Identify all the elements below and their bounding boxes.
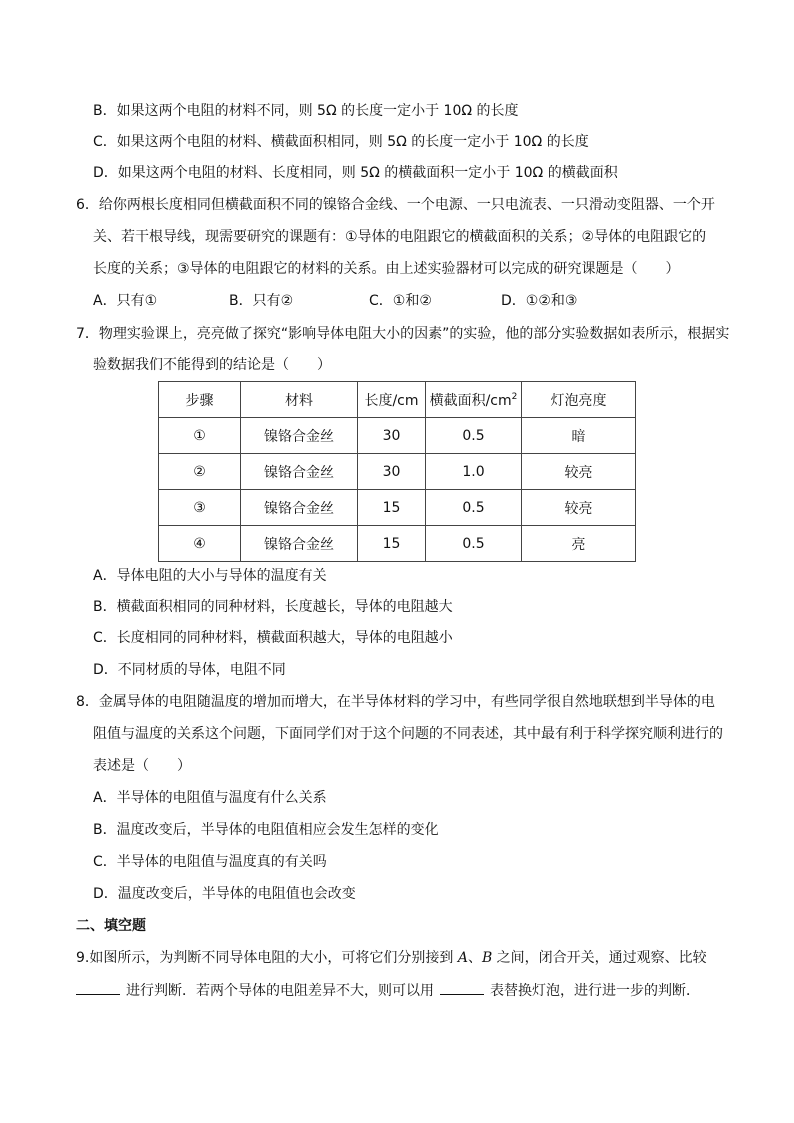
q9-text-line1: 9.如图所示，为判断不同导体电阻的大小，可将它们分别接到 A、B 之间，闭合开关，通过观察、比较 <box>76 950 707 966</box>
q6-text-line3: 长度的关系；③导体的电阻跟它的材料的关系。由上述实验器材可以完成的研究课题是（ ） <box>93 261 680 277</box>
table-cell: 1.0 <box>426 454 522 490</box>
table-header-cell: 材料 <box>241 382 358 418</box>
table-header-row <box>159 382 636 418</box>
q7-option-a: A．导体电阻的大小与导体的温度有关 <box>93 568 327 584</box>
table-cell: 15 <box>358 526 426 562</box>
q8-text-line3: 表述是（ ） <box>93 758 191 774</box>
table-cell: 30 <box>358 418 426 454</box>
table-cell: 镍铬合金丝 <box>241 490 358 526</box>
q7-text-line1: 7．物理实验课上，亮亮做了探究“影响导体电阻大小的因素”的实验，他的部分实验数据如表所示，根据实 <box>76 326 730 342</box>
table-cell: 15 <box>358 490 426 526</box>
table-cell: 亮 <box>522 526 636 562</box>
q8-text-line1: 8．金属导体的电阻随温度的增加而增大，在半导体材料的学习中，有些同学很自然地联想到半导体的电 <box>76 694 715 710</box>
table-header-cell: 步骤 <box>159 382 241 418</box>
table-row <box>159 454 636 490</box>
q8-option-b: B．温度改变后，半导体的电阻值相应会发生怎样的变化 <box>93 822 439 838</box>
table-cell: 30 <box>358 454 426 490</box>
table-header-cell: 灯泡亮度 <box>522 382 636 418</box>
q8-text-line2: 阻值与温度的关系这个问题，下面同学们对于这个问题的不同表述，其中最有利于科学探究顺利进行的 <box>93 726 723 742</box>
q7-option-b: B．横截面积相同的同种材料，长度越长，导体的电阻越大 <box>93 599 453 615</box>
table-cell: 较亮 <box>522 490 636 526</box>
table-row <box>159 418 636 454</box>
table-cell: 0.5 <box>426 418 522 454</box>
table-cell: 较亮 <box>522 454 636 490</box>
table-cell: ③ <box>159 490 241 526</box>
table-row <box>159 490 636 526</box>
q6-text-line1: 6．给你两根长度相同但横截面积不同的镍铬合金线、一个电源、一只电流表、一只滑动变阻器、一个开 <box>76 197 715 213</box>
table-row <box>159 526 636 562</box>
table-cell: 0.5 <box>426 490 522 526</box>
q8-option-c: C．半导体的电阻值与温度真的有关吗 <box>93 854 327 870</box>
table-cell: ④ <box>159 526 241 562</box>
q5-option-d: D．如果这两个电阻的材料、长度相同，则 5Ω 的横截面积一定小于 10Ω 的横截面积 <box>93 165 618 181</box>
table-cell: 0.5 <box>426 526 522 562</box>
q8-option-d: D．温度改变后，半导体的电阻值也会改变 <box>93 886 356 902</box>
point-b-label: B <box>481 950 493 966</box>
table-header-cell: 长度/cm <box>358 382 426 418</box>
q9-text-line2: 进行判断．若两个导体的电阻差异不大，则可以用 表替换灯泡，进行进一步的判断． <box>76 980 700 1001</box>
q6-option-c: C．①和② <box>369 293 432 309</box>
table-cell: 镍铬合金丝 <box>241 454 358 490</box>
q6-option-b: B．只有② <box>229 293 294 309</box>
table-cell: ② <box>159 454 241 490</box>
experiment-data-table <box>158 381 636 562</box>
table-cell: 镍铬合金丝 <box>241 526 358 562</box>
q6-option-a: A．只有① <box>93 293 158 309</box>
table-header-cell: 横截面积$/cm^2$ <box>426 382 522 418</box>
answer-blank-1[interactable] <box>76 980 120 995</box>
point-a-label: A <box>457 950 468 966</box>
table-cell: ① <box>159 418 241 454</box>
section-heading-fill-in: 二、填空题 <box>76 918 146 934</box>
q7-option-d: D．不同材质的导体，电阻不同 <box>93 662 286 678</box>
q8-option-a: A．半导体的电阻值与温度有什么关系 <box>93 790 327 806</box>
q6-text-line2: 关、若干根导线，现需要研究的课题有：①导体的电阻跟它的横截面积的关系；②导体的电阻跟它的 <box>93 229 707 245</box>
q5-option-c: C．如果这两个电阻的材料、横截面积相同，则 5Ω 的长度一定小于 10Ω 的长度 <box>93 134 589 150</box>
q5-option-b: B．如果这两个电阻的材料不同，则 5Ω 的长度一定小于 10Ω 的长度 <box>93 103 519 119</box>
answer-blank-2[interactable] <box>440 980 484 995</box>
q7-text-line2: 验数据我们不能得到的结论是（ ） <box>93 357 331 373</box>
table-cell: 暗 <box>522 418 636 454</box>
q6-option-d: D．①②和③ <box>501 293 578 309</box>
q7-option-c: C．长度相同的同种材料，横截面积越大，导体的电阻越小 <box>93 630 453 646</box>
table-cell: 镍铬合金丝 <box>241 418 358 454</box>
